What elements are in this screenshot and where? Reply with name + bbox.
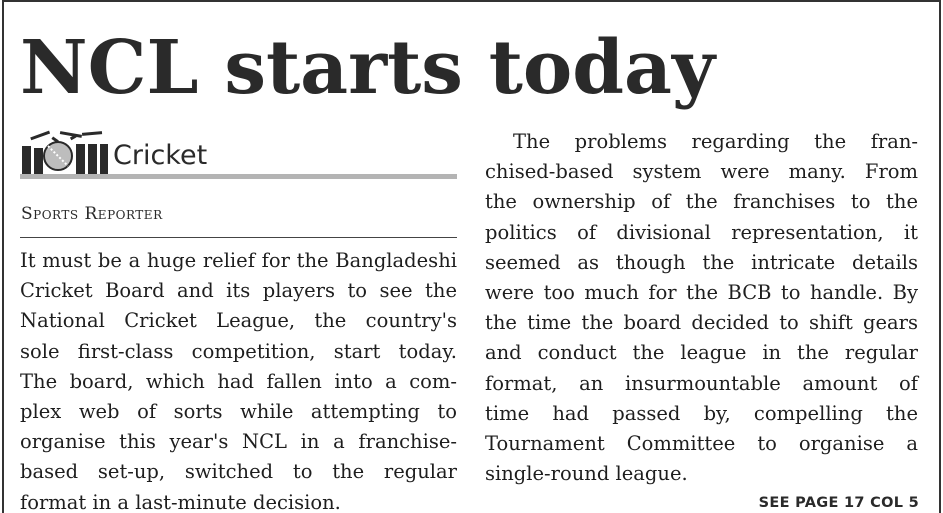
text-line: The problems regarding the fran- xyxy=(513,130,918,153)
text-line: single-round league. xyxy=(485,462,688,486)
article-column-right xyxy=(485,127,918,489)
text-line: politics of divisional representation, it xyxy=(485,220,918,244)
text-line: time had passed by, compelling the xyxy=(485,401,918,425)
section-rule xyxy=(20,174,457,179)
byline-rule xyxy=(20,237,457,238)
cricket-stumps-ball-icon xyxy=(20,130,108,176)
text-line: organise this year's NCL in a franchise- xyxy=(20,430,457,454)
text-line: format in a last-minute decision. xyxy=(20,490,341,513)
text-line: the ownership of the franchises to the xyxy=(485,190,918,214)
text-line: the time the board decided to shift gears xyxy=(485,311,918,335)
text-line: seemed as though the intricate details xyxy=(485,250,918,274)
byline: Sports Reporter xyxy=(21,204,163,224)
text-line: based set-up, switched to the regular xyxy=(20,460,457,484)
text-line: were too much for the BCB to handle. By xyxy=(485,280,918,304)
text-line: National Cricket League, the country's xyxy=(20,309,457,333)
text-line: sole first-class competition, start today. xyxy=(20,339,457,363)
text-line: plex web of sorts while attempting to xyxy=(20,399,457,423)
headline: NCL starts today xyxy=(20,25,715,111)
text-line: Tournament Committee to organise a xyxy=(485,431,918,455)
section-label: Cricket xyxy=(113,140,208,171)
text-line: The board, which had fallen into a com- xyxy=(20,369,457,393)
text-line: Cricket Board and its players to see the xyxy=(20,279,457,303)
section-header xyxy=(20,130,457,178)
text-line: format, an insurmountable amount of xyxy=(485,371,918,395)
article-column-left xyxy=(20,246,457,513)
text-line: It must be a huge relief for the Bangladeshi xyxy=(20,249,457,272)
text-line: and conduct the league in the regular xyxy=(485,341,918,365)
continuation-note: SEE PAGE 17 COL 5 xyxy=(758,495,919,511)
text-line: chised-based system were many. From xyxy=(485,160,918,184)
